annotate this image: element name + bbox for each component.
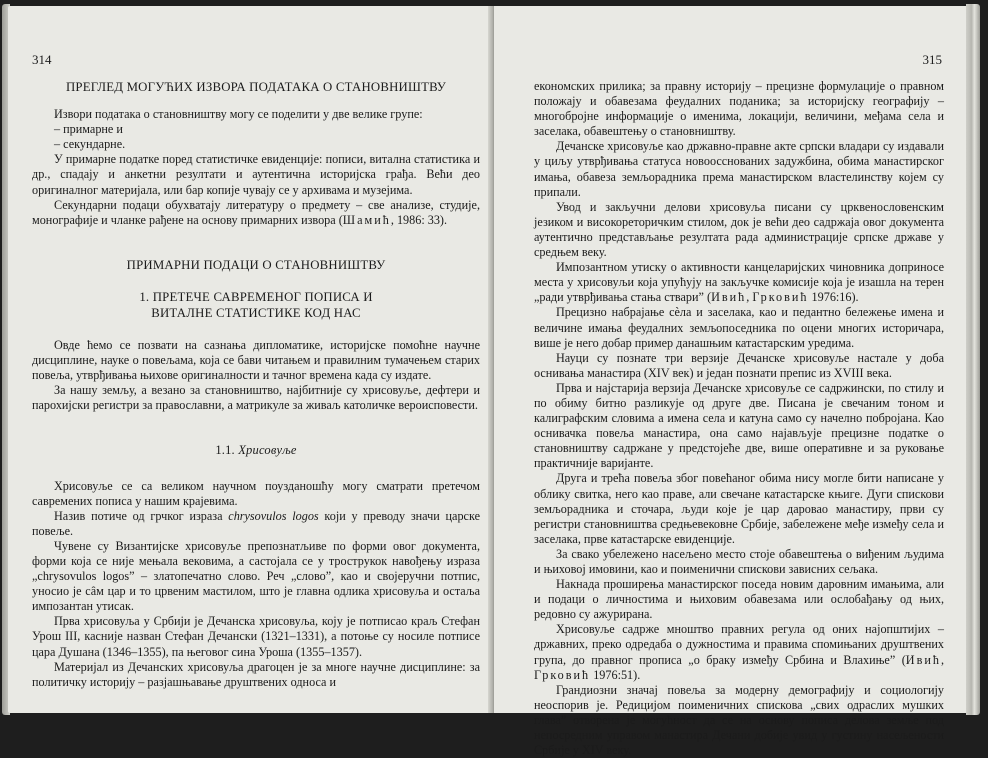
paragraph: Секундарни подаци обухватају литературу о предмету – све анализе, студије, монографије и чланке рађене на основу примарних извора (Шамић, 1986: 33). [32,197,480,227]
author-name: Грковић [534,667,591,682]
paragraph: Увод и закључни делови хрисовуља писани су црквенословенским језиком и високореторичким стилом, док је већи део садржаја овог документа аутентично представљање резултата рада администрације српске државе у средњем веку. [534,199,944,260]
author-name: Грковић [752,290,809,305]
paragraph: Извори података о становништву могу се поделити у две велике групе: [54,107,423,122]
author-name: Ивић [711,290,747,305]
page-number: 315 [922,52,942,67]
paragraph: Материјал из Дечанских хрисовуља драгоцен је за многе научне дисциплине: за политичку историју – разјашњавање друштвених односа и [32,659,480,689]
subsection-heading: 1.1. Хрисовуље [215,443,297,458]
paragraph: Хрисовуље садрже мноштво правних регула од оних најопштијих – државних, преко одредаба о дужностима и правима спомињаних друштвених група, до правног прописа „о браку између Србина и Влахиње” (Ивић, Грковић 1976:51). [534,622,944,682]
latin-term: chrysovulos logos [228,508,319,523]
left-page [8,6,492,713]
paragraph: У примарне податке поред статистичке евиденције: пописи, витална статистика и др., спадају и анкетни резултати и аутентична историјска грађа. Већи део оригиналног материјала, или бар копије чувају се у архивама и музејима. [32,152,480,197]
list-item: – секундарне. [54,137,126,152]
right-page [494,6,968,758]
paragraph: Хрисовуље се са великом научном поузданошћу могу сматрати претечом савремених пописа у нашим крајевима. [32,478,480,508]
paragraph: економских прилика; за правну историју – прецизне формулације о правном положају и обавезама феудалних поданика; за историјску географију – многобројне информације о именима, локацији, величини, међама села и заселака, обавештењу о становништву. [534,79,944,139]
paragraph: Друга и трећа повеља због повећаног обима нису могле бити написане у облику свитка, него као праве, али свечане катастарске књиге. Дуги спискови земљорадника и сточара, људи које је цар даровао манастиру, први су регистри становништва средњевековне Србије, забележене међе између села и заселака, прве катастарске евиденције. [534,471,944,546]
paragraph: Овде ћемо се позвати на сазнања дипломатике, историјске помоћне научне дисциплине, науке о повељама, која се бави читањем и правилним тумачењем старих повеља, утврђивања њихове оригиналности и тачног времена када су издате. [32,337,480,383]
author-name: Шамић [342,212,391,227]
chapter-heading: ПРИМАРНИ ПОДАЦИ О СТАНОВНИШТВУ [126,257,386,272]
paragraph: Прва хрисовуља у Србији је Дечанска хрисовуља, коју је потписао краљ Стефан Урош III, касније назван Стефан Дечански (1321–1331), а потоње су носиле потписе цара Душана (1346–1355), па његовог сина Уроша (1355–1357). [32,614,480,659]
left-page-text [32,74,480,690]
right-page-text [534,79,944,758]
paragraph: Науци су познате три верзије Дечанске хрисовуље настале у доба оснивања манастира (XIV век) и један познати препис из XVIII века. [534,350,944,380]
author-name: Ивић [905,652,941,667]
section-heading: ПРЕГЛЕД МОГУЋИХ ИЗВОРА ПОДАТАКА О СТАНОВНИШТВУ [65,80,447,94]
paragraph: Импозантном утиску о активности канцеларијских чиновника доприносе места у хрисовуљи која упућују на закључке комисије која је изашла на терен „ради утврђивања стања ствари” (Ивић, Грковић 1976:16). [534,260,944,305]
paragraph: Прецизно набрајање сѐла и заселака, као и педантно бележење имена и величине имања феудалних земљопоседника по оцени многих историчара, више је него добар пример данашњим катастарским уредима. [534,305,944,350]
paragraph: За нашу земљу, а везано за становништво, најбитније су хрисовуље, дефтери и парохијски регистри за православни, а матрикуле за живаљ католичке вероисповести. [32,383,480,413]
list-item: – примарне и [54,122,123,137]
paragraph: Накнада проширења манастирског поседа новим даровним имањима, али и подаци о личностима и њиховим обавезама или ослобађању од њих, редовно су ажурирана. [534,577,944,622]
paragraph: Назив потиче од грчког израза chrysovulos logos који у преводу значи царске повеље. [32,508,480,538]
book-right-edge [966,4,980,715]
subchapter-heading: 1. ПРЕТЕЧЕ САВРЕМЕНОГ ПОПИСА И ВИТАЛНЕ СТАТИСТИКЕ КОД НАС [139,289,373,320]
paragraph: За свако убележено насељено место стоје обавештења о виђеним људима и њиховој имовини, као и поименични спискови зависних сељака. [534,546,944,576]
page-number: 314 [32,52,52,67]
paragraph: Прва и најстарија верзија Дечанске хрисовуље се садржински, по стилу и по обиму битно разликује од друге две. Писана је свечаним тоном и калиграфским словима а имена села и катуна само су начелно побројана. Као оснивачка повеља манастира, она само најављује прецизне податке о становништву садржане у предстојеће две, више оперативне и за руковање практичније варијанте. [534,380,944,471]
paragraph: Грандиозни значај повеља за модерну демографију и социологију неоспорив је. Редицијом поименичних спискова „свих одраслих мушких глава” отворена је могућност да се на основу пописа делова земље под непосредним управом манастира Дечани добије увид у густину насељености Србије у XIV веку. [534,682,944,758]
paragraph: Дечанске хрисовуље као државно-правне акте српски владари су издавали у циљу утврђивања статуса новоосснованих задужбина, обима манастирског имања, обавеза земљорадника према манастирском властелинству којем су припали. [534,139,944,199]
paragraph: Чувене су Византијске хрисовуље препознатљиве по форми овог документа, форми која се није мењала вековима, а састојала се у трострукок навођењу израза „chrysovulos logos” – златопечатно слово. Реч „слово”, као и својеручни потпис, уносио је сâм цар и то црвеним мастилом, што је главна одлика хрисовуља и остаља импозантан утисак. [32,538,480,614]
